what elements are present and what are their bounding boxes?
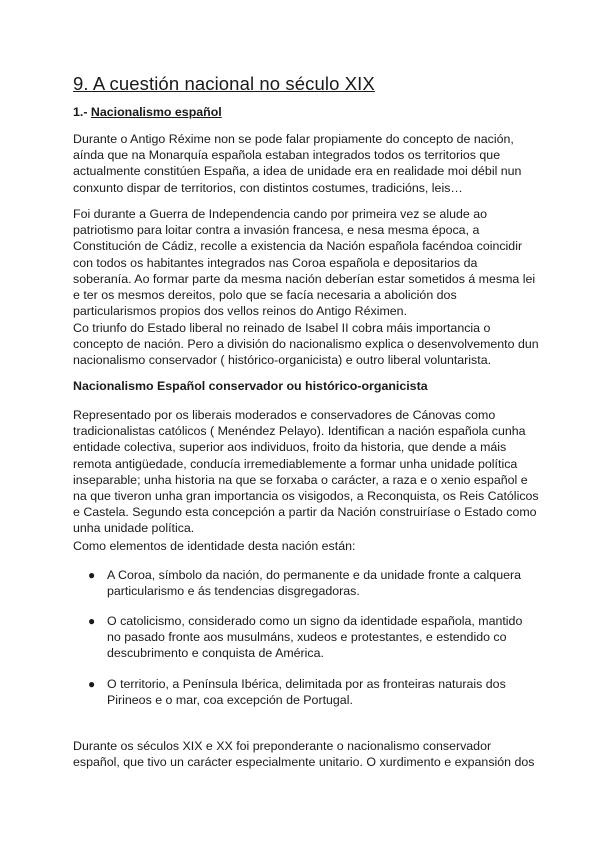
text-line: inseparable; unha historia na que se forxaba o carácter, a raza e o xenio español e — [73, 472, 528, 487]
text-line: actualmente constitúen España, a idea de unidade era en realidade moi débil nun — [73, 164, 522, 179]
text-line: descubrimento e conquista de América. — [107, 646, 324, 661]
text-line: Foi durante a Guerra de Independencia cando por primeira vez se alude ao — [73, 207, 487, 221]
text-line: e Castela. Segundo esta concepción a partir da Nación construiríase o Estado como — [73, 505, 537, 520]
text-line: conxunto dispar de territorios, con distintos costumes, tradicións, leis… — [73, 180, 463, 195]
section-label: Nacionalismo español — [90, 105, 222, 119]
bullet-marker: ● — [88, 677, 96, 691]
section-number: 1.- — [73, 105, 91, 119]
paragraph-antigo-rexime — [73, 131, 533, 196]
text-line: na que tiveron unha gran importancia os visigodos, a Reconquista, os Reis Católicos — [73, 489, 539, 504]
text-line: patriotismo para loitar contra a invasión francesa, e nesa mesma época, a — [73, 223, 480, 238]
text-line: Co triunfo do Estado liberal no reinado de Isabel II cobra máis importancia o — [73, 321, 491, 335]
text-line: Durante o Antigo Réxime non se pode falar propiamente do concepto de nación, — [73, 132, 514, 146]
text-line: O territorio, a Península Ibérica, delimitada por as fronteiras naturais dos — [107, 677, 506, 691]
text-line: Durante os séculos XIX e XX foi preponderante o nacionalismo conservador — [73, 739, 492, 753]
subheading-nacionalismo-conservador: Nacionalismo Español conservador ou histórico-organicista — [73, 379, 428, 393]
text-line: unha unidade política. — [73, 521, 195, 536]
text-line: A Coroa, símbolo da nación, do permanente e da unidade fronte a calquera — [107, 568, 521, 582]
bullet-marker: ● — [88, 614, 96, 628]
text-line: Representado por os liberais moderados e conservadores de Cánovas como — [73, 408, 496, 422]
text-line: nacionalismo conservador ( histórico-organicista) e outro liberal voluntarista. — [73, 353, 492, 368]
text-line: remota antigüedade, conducía irremediablemente a formar unha unidade política — [73, 456, 518, 471]
text-line: entidade colectiva, superior aos individuos, froito da historia, que dende a máis — [73, 440, 507, 455]
text-line: concepto de nación. Pero a división do nacionalismo explica o desenvolvemento dun — [73, 337, 539, 352]
page-title: 9. A cuestión nacional no século XIX — [73, 73, 375, 94]
paragraph-guerra-independencia — [73, 206, 536, 319]
paragraph-estado-liberal — [73, 320, 539, 369]
bullet-marker: ● — [88, 568, 96, 582]
paragraph-elementos-identidade — [73, 538, 533, 554]
text-line: particularismos propios dos vellos reinos do Antigo Réximen. — [73, 304, 408, 319]
text-line: soberanía. Ao formar parte da mesma nación deberían estar sometidos á mesma lei — [73, 271, 536, 286]
text-line: particularismo e ás tendencias disgregadoras. — [107, 584, 360, 599]
text-line: Pirineos e o mar, coa excepción de Portugal. — [107, 693, 353, 708]
text-line: e ter os mesmos dereitos, polo que se facía necesaria a abolición dos — [73, 288, 457, 303]
text-line: Constitución de Cádiz, recolle a existencia da Nación española facéndoa coincidir — [73, 239, 523, 254]
paragraph-liberais-moderados — [73, 407, 539, 537]
text-line: no pasado fronte aos musulmáns, xudeos e protestantes, e estendido co — [107, 630, 507, 645]
paragraph-seculos-xix-xx — [73, 738, 533, 770]
section-heading — [73, 104, 222, 121]
text-line: Como elementos de identidade desta nación están: — [73, 539, 356, 553]
text-line: aínda que na Monarquía española estaban integrados todos os territorios que — [73, 148, 501, 163]
text-line: O catolicismo, considerado como un signo da identidade española, mantido — [107, 614, 523, 628]
text-line: con todos os habitantes integrados nas Coroa española e depositarios da — [73, 255, 478, 270]
text-line: tradicionalistas católicos ( Menéndez Pelayo). Identifican a nación española cunha — [73, 424, 526, 439]
text-line: español, que tivo un carácter especialmente unitario. O xurdimento e expansión dos — [73, 755, 535, 770]
